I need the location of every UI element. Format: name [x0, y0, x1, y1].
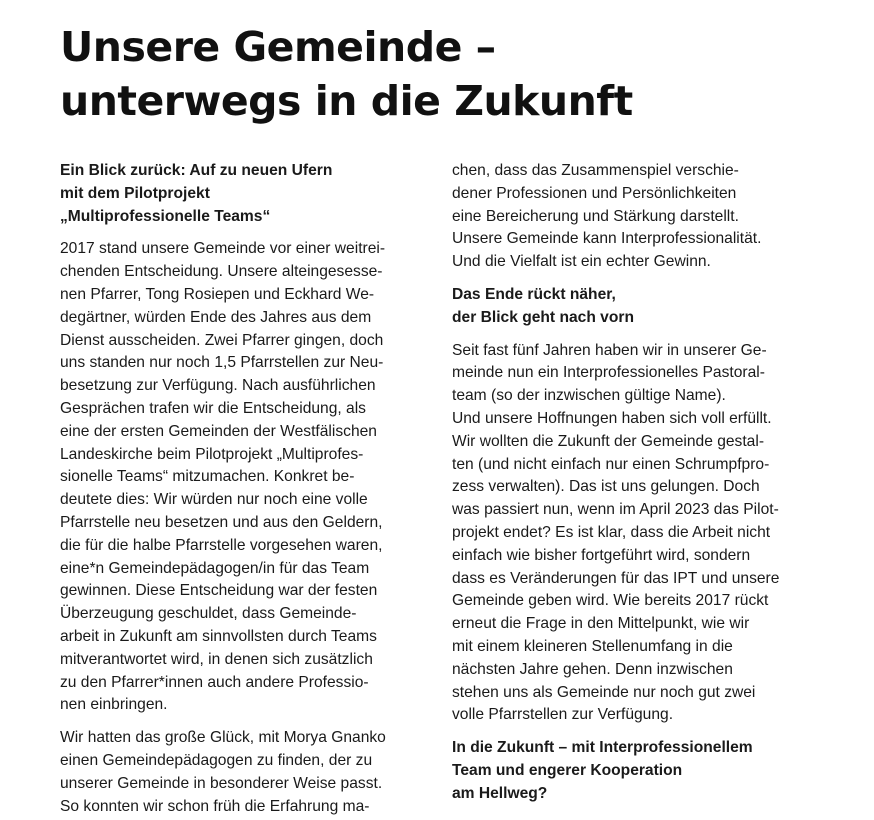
text-line: team (so der inzwischen gültige Name). [452, 387, 726, 405]
text-line: Wir wollten die Zukunft der Gemeinde gestal- [452, 432, 765, 450]
text-line: ten (und nicht einfach nur einen Schrumpfpro- [452, 455, 770, 473]
text-line: zess verwalten). Das ist uns gelungen. Doch [452, 478, 760, 496]
text-line: eine der ersten Gemeinden der Westfälischen [60, 422, 377, 440]
text-line: die für die halbe Pfarrstelle vorgesehen waren, [60, 536, 383, 554]
section-heading-look-back [60, 160, 432, 228]
text-line: Landeskirche beim Pilotprojekt „Multiprofes- [60, 445, 364, 463]
text-line: dener Professionen und Persönlichkeiten [452, 184, 737, 202]
text-line: Und unsere Hoffnungen haben sich voll erfüllt. [452, 409, 772, 427]
text-line: besetzung zur Verfügung. Nach ausführlichen [60, 377, 376, 395]
section-heading-end-approaching [452, 284, 832, 330]
text-line: chen, dass das Zusammenspiel verschie- [452, 162, 739, 179]
text-line: Gesprächen trafen wir die Entscheidung, als [60, 399, 366, 417]
text-line: mitverantwortet wird, in denen sich zusätzlich [60, 650, 373, 668]
text-line: projekt endet? Es ist klar, dass die Arbeit nicht [452, 523, 771, 541]
text-line: arbeit in Zukunft am sinnvollsten durch Teams [60, 627, 377, 645]
text-line: So konnten wir schon früh die Erfahrung ma- [60, 797, 370, 815]
paragraph-five-years [452, 340, 832, 728]
text-line: uns standen nur noch 1,5 Pfarrstellen zur Neu- [60, 354, 384, 372]
text-line: einfach wie bisher fortgeführt wird, sondern [452, 546, 751, 564]
heading-line: mit dem Pilotprojekt [60, 184, 210, 202]
text-line: chenden Entscheidung. Unsere alteingesesse- [60, 263, 383, 281]
text-line: sionelle Teams“ mitzumachen. Konkret be- [60, 468, 355, 486]
text-line: Wir hatten das große Glück, mit Morya Gnanko [60, 729, 386, 747]
text-line: stehen uns als Gemeinde nur noch gut zwei [452, 683, 756, 701]
text-line: Dienst ausscheiden. Zwei Pfarrer gingen, doch [60, 331, 384, 349]
text-line: Und die Vielfalt ist ein echter Gewinn. [452, 253, 711, 271]
text-line: eine*n Gemeindepädagogen/in für das Team [60, 559, 370, 577]
left-column [60, 160, 432, 818]
text-line: Gemeinde geben wird. Wie bereits 2017 rückt [452, 592, 769, 610]
heading-line: In die Zukunft – mit Interprofessionellem [452, 739, 753, 757]
text-line: zu den Pfarrer*innen auch andere Professio- [60, 673, 369, 691]
text-line: dass es Veränderungen für das IPT und unsere [452, 569, 780, 587]
heading-line: am Hellweg? [452, 784, 548, 802]
text-line: degärtner, würden Ende des Jahres aus dem [60, 308, 372, 326]
text-line: unserer Gemeinde in besonderer Weise passt. [60, 774, 383, 792]
text-line: gewinnen. Diese Entscheidung war der festen [60, 582, 378, 600]
text-line: Pfarrstelle neu besetzen und aus den Geldern, [60, 513, 383, 531]
heading-line: „Multiprofessionelle Teams“ [60, 207, 271, 225]
text-line: eine Bereicherung und Stärkung darstellt. [452, 207, 739, 225]
text-line: meinde nun ein Interprofessionelles Pastoral- [452, 364, 765, 382]
text-line: mit einem kleineren Stellenumfang in die [452, 637, 733, 655]
text-line: Seit fast fünf Jahren haben wir in unserer Ge- [452, 341, 767, 359]
heading-line: Team und engerer Kooperation [452, 761, 683, 779]
text-line: was passiert nun, wenn im April 2023 das Pilot- [452, 501, 779, 519]
text-line: erneut die Frage in den Mittelpunkt, wie wir [452, 615, 750, 633]
text-line: Überzeugung geschuldet, dass Gemeinde- [60, 605, 357, 623]
text-line: 2017 stand unsere Gemeinde vor einer weitrei- [60, 240, 386, 258]
title-line: Unsere Gemeinde – [60, 23, 496, 71]
heading-line: Das Ende rückt näher, [452, 285, 616, 303]
right-column [452, 160, 832, 806]
text-line: nen einbringen. [60, 696, 168, 714]
text-line: Unsere Gemeinde kann Interprofessionalität. [452, 230, 762, 248]
text-line: deutete dies: Wir würden nur noch eine volle [60, 491, 368, 509]
paragraph-decision-2017 [60, 238, 432, 717]
text-line: nächsten Jahre gehen. Denn inzwischen [452, 660, 733, 678]
heading-line: der Blick geht nach vorn [452, 308, 634, 326]
heading-line: Ein Blick zurück: Auf zu neuen Ufern [60, 162, 333, 179]
page-title [60, 20, 633, 128]
paragraph-morya-gnanko [60, 727, 432, 818]
paragraph-interprofessional [452, 160, 832, 274]
text-line: einen Gemeindepädagogen zu finden, der zu [60, 751, 373, 769]
text-line: volle Pfarrstellen zur Verfügung. [452, 706, 674, 724]
title-line: unterwegs in die Zukunft [60, 77, 633, 125]
section-heading-future [452, 737, 832, 805]
text-line: nen Pfarrer, Tong Rosiepen und Eckhard We- [60, 285, 375, 303]
